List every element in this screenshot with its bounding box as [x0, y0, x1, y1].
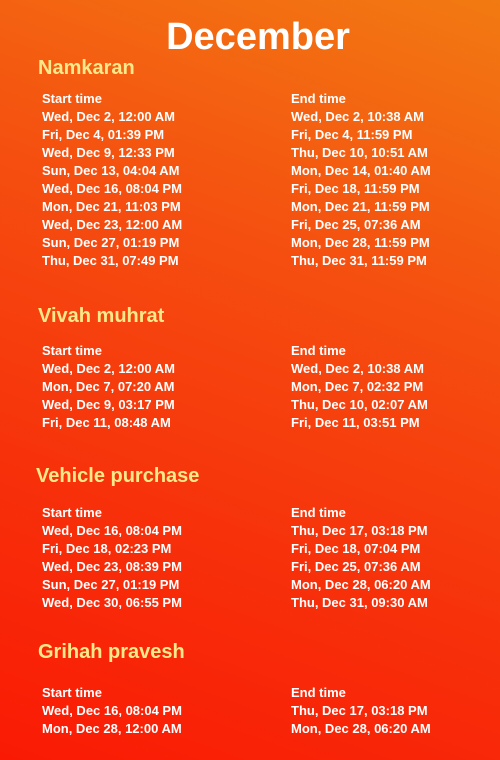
start-time-value: Thu, Dec 31, 07:49 PM: [42, 253, 179, 268]
start-time-value: Wed, Dec 16, 08:04 PM: [42, 703, 182, 718]
start-time-value: Mon, Dec 7, 07:20 AM: [42, 379, 175, 394]
start-time-value: Fri, Dec 18, 02:23 PM: [42, 541, 172, 556]
end-time-value: Mon, Dec 21, 11:59 PM: [291, 199, 430, 214]
start-time-column: [42, 90, 182, 270]
start-time-value: Mon, Dec 28, 12:00 AM: [42, 721, 182, 736]
start-time-value: Wed, Dec 23, 08:39 PM: [42, 559, 182, 574]
end-time-value: Thu, Dec 31, 09:30 AM: [291, 595, 428, 610]
end-time-column: [291, 684, 431, 738]
page-title: December: [166, 16, 350, 58]
start-time-value: Sun, Dec 27, 01:19 PM: [42, 235, 180, 250]
start-time-column: [42, 684, 182, 738]
end-time-header: End time: [291, 91, 346, 106]
start-time-value: Sun, Dec 27, 01:19 PM: [42, 577, 180, 592]
end-time-header: End time: [291, 343, 346, 358]
start-time-column: [42, 504, 182, 612]
section-title: Vivah muhrat: [38, 305, 165, 327]
start-time-value: Wed, Dec 30, 06:55 PM: [42, 595, 182, 610]
section-title: Vehicle purchase: [36, 465, 200, 487]
start-time-header: Start time: [42, 91, 102, 106]
end-time-value: Mon, Dec 28, 06:20 AM: [291, 577, 431, 592]
start-time-value: Wed, Dec 9, 12:33 PM: [42, 145, 175, 160]
end-time-column: [291, 504, 431, 612]
end-time-header: End time: [291, 685, 346, 700]
end-time-column: [291, 90, 431, 270]
end-time-value: Fri, Dec 18, 07:04 PM: [291, 541, 421, 556]
end-time-column: [291, 342, 428, 432]
end-time-value: Fri, Dec 4, 11:59 PM: [291, 127, 413, 142]
start-time-value: Wed, Dec 9, 03:17 PM: [42, 397, 175, 412]
end-time-value: Wed, Dec 2, 10:38 AM: [291, 361, 424, 376]
start-time-header: Start time: [42, 505, 102, 520]
start-time-header: Start time: [42, 685, 102, 700]
end-time-value: Wed, Dec 2, 10:38 AM: [291, 109, 424, 124]
end-time-value: Thu, Dec 10, 02:07 AM: [291, 397, 428, 412]
end-time-value: Thu, Dec 31, 11:59 PM: [291, 253, 427, 268]
start-time-header: Start time: [42, 343, 102, 358]
start-time-value: Fri, Dec 4, 01:39 PM: [42, 127, 165, 142]
start-time-column: [42, 342, 175, 432]
start-time-value: Wed, Dec 23, 12:00 AM: [42, 217, 183, 232]
start-time-value: Wed, Dec 2, 12:00 AM: [42, 109, 175, 124]
start-time-value: Wed, Dec 2, 12:00 AM: [42, 361, 175, 376]
end-time-value: Thu, Dec 10, 10:51 AM: [291, 145, 428, 160]
start-time-value: Fri, Dec 11, 08:48 AM: [42, 415, 171, 430]
end-time-value: Mon, Dec 28, 06:20 AM: [291, 721, 431, 736]
start-time-value: Sun, Dec 13, 04:04 AM: [42, 163, 180, 178]
end-time-value: Mon, Dec 28, 11:59 PM: [291, 235, 430, 250]
end-time-header: End time: [291, 505, 346, 520]
end-time-value: Fri, Dec 18, 11:59 PM: [291, 181, 420, 196]
end-time-value: Mon, Dec 7, 02:32 PM: [291, 379, 424, 394]
section-title: Grihah pravesh: [38, 641, 185, 663]
end-time-value: Fri, Dec 11, 03:51 PM: [291, 415, 420, 430]
end-time-value: Fri, Dec 25, 07:36 AM: [291, 217, 421, 232]
end-time-value: Thu, Dec 17, 03:18 PM: [291, 523, 428, 538]
end-time-value: Fri, Dec 25, 07:36 AM: [291, 559, 421, 574]
start-time-value: Wed, Dec 16, 08:04 PM: [42, 523, 182, 538]
section-title: Namkaran: [38, 57, 135, 79]
end-time-value: Mon, Dec 14, 01:40 AM: [291, 163, 431, 178]
start-time-value: Mon, Dec 21, 11:03 PM: [42, 199, 181, 214]
start-time-value: Wed, Dec 16, 08:04 PM: [42, 181, 182, 196]
end-time-value: Thu, Dec 17, 03:18 PM: [291, 703, 428, 718]
